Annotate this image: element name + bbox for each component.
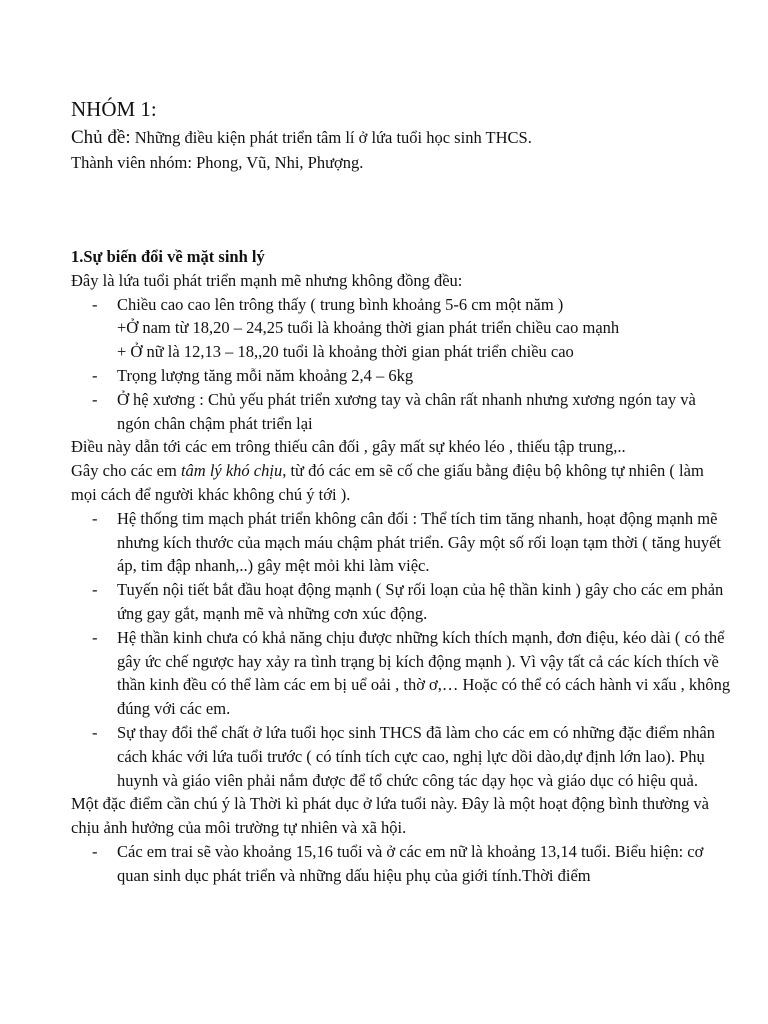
members-line: Thành viên nhóm: Phong, Vũ, Nhi, Phượng. <box>71 153 364 172</box>
dash-bullet: - <box>92 580 98 600</box>
list-item: - Chiều cao cao lên trông thấy ( trung bình khoảng 5-6 cm một năm ) <box>71 293 731 317</box>
list-item: - Tuyến nội tiết bắt đầu hoạt động mạnh ( Sự rối loạn của hệ thần kinh ) gây cho các em phản ứng gay gắt, mạnh mẽ và những cơn xúc động. <box>92 580 724 623</box>
list-item: - Hệ thống tim mạch phát triển không cân đối : Thể tích tim tăng nhanh, hoạt động mạnh mẽ nhưng kích thước của mạch máu chậm phát triển. Gây một số rối loạn tạm thời ( tăng huyết áp, tim đập nhanh,..) gây mệt mỏi khi làm việc. <box>92 508 721 576</box>
list-item: - Hệ thần kinh chưa có khả năng chịu được những kích thích mạnh, đơn điệu, kéo dài ( có thể gây ức chế ngược hay xảy ra tình trạng bị kích động mạnh ). Vì vậy tất cả các kích thích về thần kinh đều có thể làm các em bị uể oải , thờ ơ,… Hoặc có thể có cách hành vi xấu , không đúng với các em. <box>92 627 731 719</box>
section-1 <box>71 245 731 888</box>
puberty-list <box>71 840 731 888</box>
paragraph: Một đặc điểm cần chú ý là Thời kì phát dục ở lứa tuổi này. Đây là một hoạt động bình thường và chịu ảnh hưởng của môi trường tự nhiên và xã hội. <box>71 794 709 838</box>
list-item: - Sự thay đổi thể chất ở lứa tuổi học sinh THCS đã làm cho các em có những đặc điểm nhân cách khác với lứa tuổi trước ( có tính tích cực cao, nghị lực dồi dào,dự định lớn lao). Phụ huynh và giáo viên phải nắm được để tổ chức công tác dạy học và giáo dục có hiệu quả. <box>92 722 715 790</box>
paragraph: Gây cho các em tâm lý khó chịu, từ đó các em sẽ cố che giấu bằng điệu bộ không tự nhiên ( làm mọi cách để người khác không chú ý tới ). <box>71 461 704 504</box>
dash-bullet: - <box>92 508 98 528</box>
topic-text: Những điều kiện phát triển tâm lí ở lứa tuổi học sinh THCS. <box>130 128 532 147</box>
list-subitem: +Ở nam từ 18,20 – 24,25 tuổi là khoảng thời gian phát triển chiều cao mạnh <box>117 318 620 338</box>
physical-growth-list-cont <box>71 364 731 435</box>
dash-bullet: - <box>92 841 98 861</box>
dash-bullet: - <box>92 627 98 647</box>
emphasis-text: tâm lý khó chịu <box>180 461 283 481</box>
topic-line <box>71 126 532 150</box>
physical-growth-list <box>71 293 731 317</box>
topic-label: Chủ đề: <box>71 127 131 148</box>
list-subitem: + Ở nữ là 12,13 – 18,,20 tuổi là khoảng thời gian phát triển chiều cao <box>117 342 574 362</box>
dash-bullet: - <box>92 365 98 385</box>
section-intro: Đây là lứa tuổi phát triển mạnh mẽ nhưng không đồng đều: <box>71 270 463 290</box>
list-item: - Các em trai sẽ vào khoảng 15,16 tuổi và ở các em nữ là khoảng 13,14 tuổi. Biểu hiện: cơ quan sinh dục phát triển và những dấu hiệu phụ của giới tính.Thời điểm <box>92 841 704 885</box>
dash-bullet: - <box>92 294 98 314</box>
paragraph: Điều này dẫn tới các em trông thiếu cân đối , gây mất sự khéo léo , thiếu tập trung,.. <box>71 437 626 457</box>
dash-bullet: - <box>92 722 98 742</box>
list-item: - Trọng lượng tăng mỗi năm khoảng 2,4 – 6kg <box>71 364 731 388</box>
list-item: - Ở hệ xương : Chủ yếu phát triển xương tay và chân rất nhanh nhưng xương ngón tay và ngón chân chậm phát triển lại <box>92 389 696 433</box>
dash-bullet: - <box>92 389 98 409</box>
document-title: NHÓM 1: <box>71 97 157 121</box>
section-heading: 1.Sự biến đổi về mặt sinh lý <box>71 247 265 266</box>
body-systems-list <box>71 507 731 793</box>
